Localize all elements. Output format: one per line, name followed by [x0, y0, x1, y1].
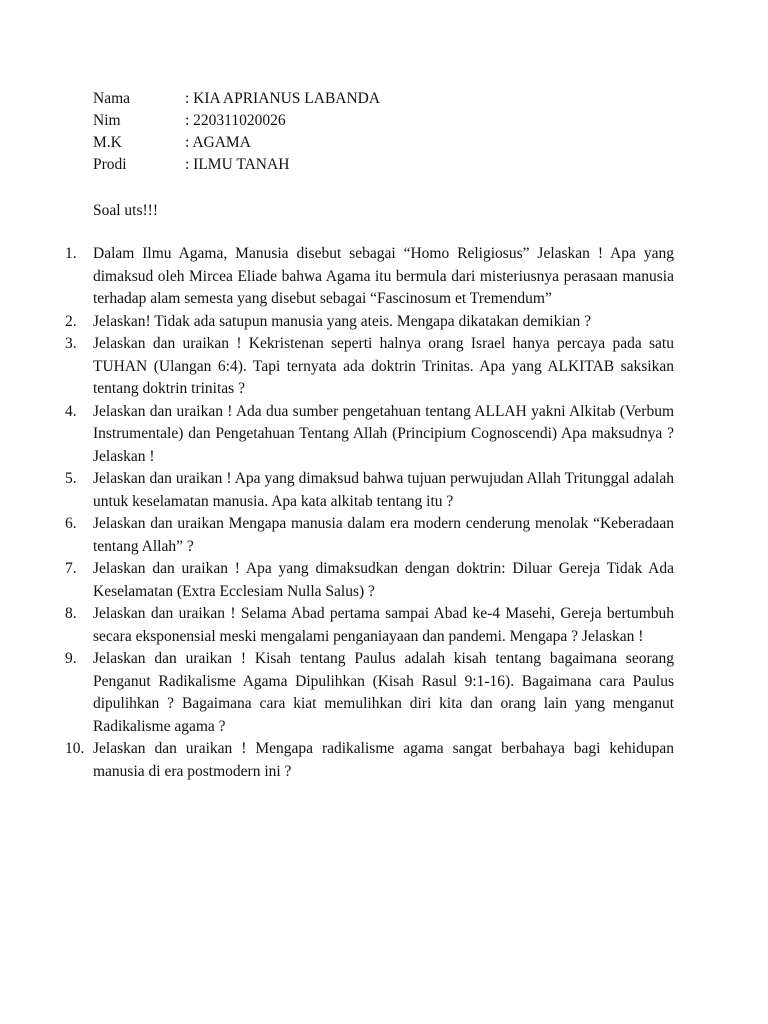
info-row-nim	[93, 110, 380, 132]
question-item	[65, 603, 674, 648]
info-row-prodi	[93, 154, 380, 176]
question-text: Jelaskan dan uraikan ! Mengapa radikalisme agama sangat berbahaya bagi kehidupan manusia di era postmodern ini ?	[93, 740, 674, 780]
question-number: 4.	[65, 402, 77, 420]
prodi-value: : ILMU TANAH	[185, 156, 290, 173]
info-row-name	[93, 88, 380, 110]
exam-subtitle: Soal uts!!!	[93, 202, 159, 219]
question-item	[65, 311, 674, 334]
prodi-label: Prodi	[93, 156, 127, 173]
question-item	[65, 648, 674, 738]
question-item	[65, 243, 674, 311]
question-text: Jelaskan dan uraikan ! Apa yang dimaksud bahwa tujuan perwujudan Allah Tritunggal adalah untuk keselamatan manusia. Apa kata alkitab tentang itu ?	[93, 470, 674, 510]
question-item	[65, 558, 674, 603]
question-number: 1.	[65, 245, 77, 262]
question-text: Jelaskan dan uraikan Mengapa manusia dalam era modern cenderung menolak “Keberadaan tentang Allah” ?	[93, 515, 674, 555]
nim-label: Nim	[93, 112, 121, 129]
question-text: Jelaskan dan uraikan ! Selama Abad pertama sampai Abad ke-4 Masehi, Gereja bertumbuh secara eksponensial meski mengalami penganiayaan dan pandemi. Mengapa ? Jelaskan !	[93, 605, 674, 645]
question-number: 10.	[65, 740, 85, 757]
question-number: 9.	[65, 650, 77, 667]
question-text: Jelaskan dan uraikan ! Apa yang dimaksudkan dengan doktrin: Diluar Gereja Tidak Ada Keselamatan (Extra Ecclesiam Nulla Salus) ?	[93, 560, 674, 600]
question-item	[65, 333, 674, 401]
question-text: Jelaskan! Tidak ada satupun manusia yang ateis. Mengapa dikatakan demikian ?	[93, 312, 592, 330]
question-item	[65, 513, 674, 558]
info-row-mk	[93, 132, 380, 154]
question-text: Dalam Ilmu Agama, Manusia disebut sebagai “Homo Religiosus” Jelaskan ! Apa yang dimaksud oleh Mircea Eliade bahwa Agama itu bermula dari misteriusnya perasaan manusia terhadap alam semesta yang disebut sebagai “Fascinosum et Tremendum”	[93, 245, 674, 307]
question-number: 8.	[65, 605, 77, 622]
question-number: 5.	[65, 470, 77, 487]
question-text: Jelaskan dan uraikan ! Ada dua sumber pengetahuan tentang ALLAH yakni Alkitab (Verbum Instrumentale) dan Pengetahuan Tentang Allah (Principium Cognoscendi) Apa maksudnya ? Jelaskan !	[93, 402, 674, 465]
question-number: 2.	[65, 312, 77, 330]
question-item	[65, 738, 674, 783]
question-text: Jelaskan dan uraikan ! Kekristenan seperti halnya orang Israel hanya percaya pada satu TUHAN (Ulangan 6:4). Tapi ternyata ada doktrin Trinitas. Apa yang ALKITAB saksikan tentang doktrin trinitas ?	[93, 335, 674, 397]
name-label: Nama	[93, 90, 131, 107]
question-item	[65, 468, 674, 513]
question-text: Jelaskan dan uraikan ! Kisah tentang Paulus adalah kisah tentang bagaimana seorang Penganut Radikalisme Agama Dipulihkan (Kisah Rasul 9:1-16). Bagaimana cara Paulus dipulihkan ? Bagaimana cara kiat memulihkan diri kita dan orang lain yang menganut Radikalisme agama ?	[93, 650, 674, 735]
question-number: 7.	[65, 560, 77, 577]
question-item	[65, 401, 674, 469]
name-value: : KIA APRIANUS LABANDA	[185, 90, 381, 107]
nim-value: : 220311020026	[185, 112, 286, 129]
question-list	[65, 243, 674, 783]
question-number: 3.	[65, 335, 77, 352]
student-info	[93, 88, 380, 176]
question-number: 6.	[65, 515, 77, 532]
mk-value: : AGAMA	[185, 134, 251, 151]
mk-label: M.K	[93, 134, 122, 151]
